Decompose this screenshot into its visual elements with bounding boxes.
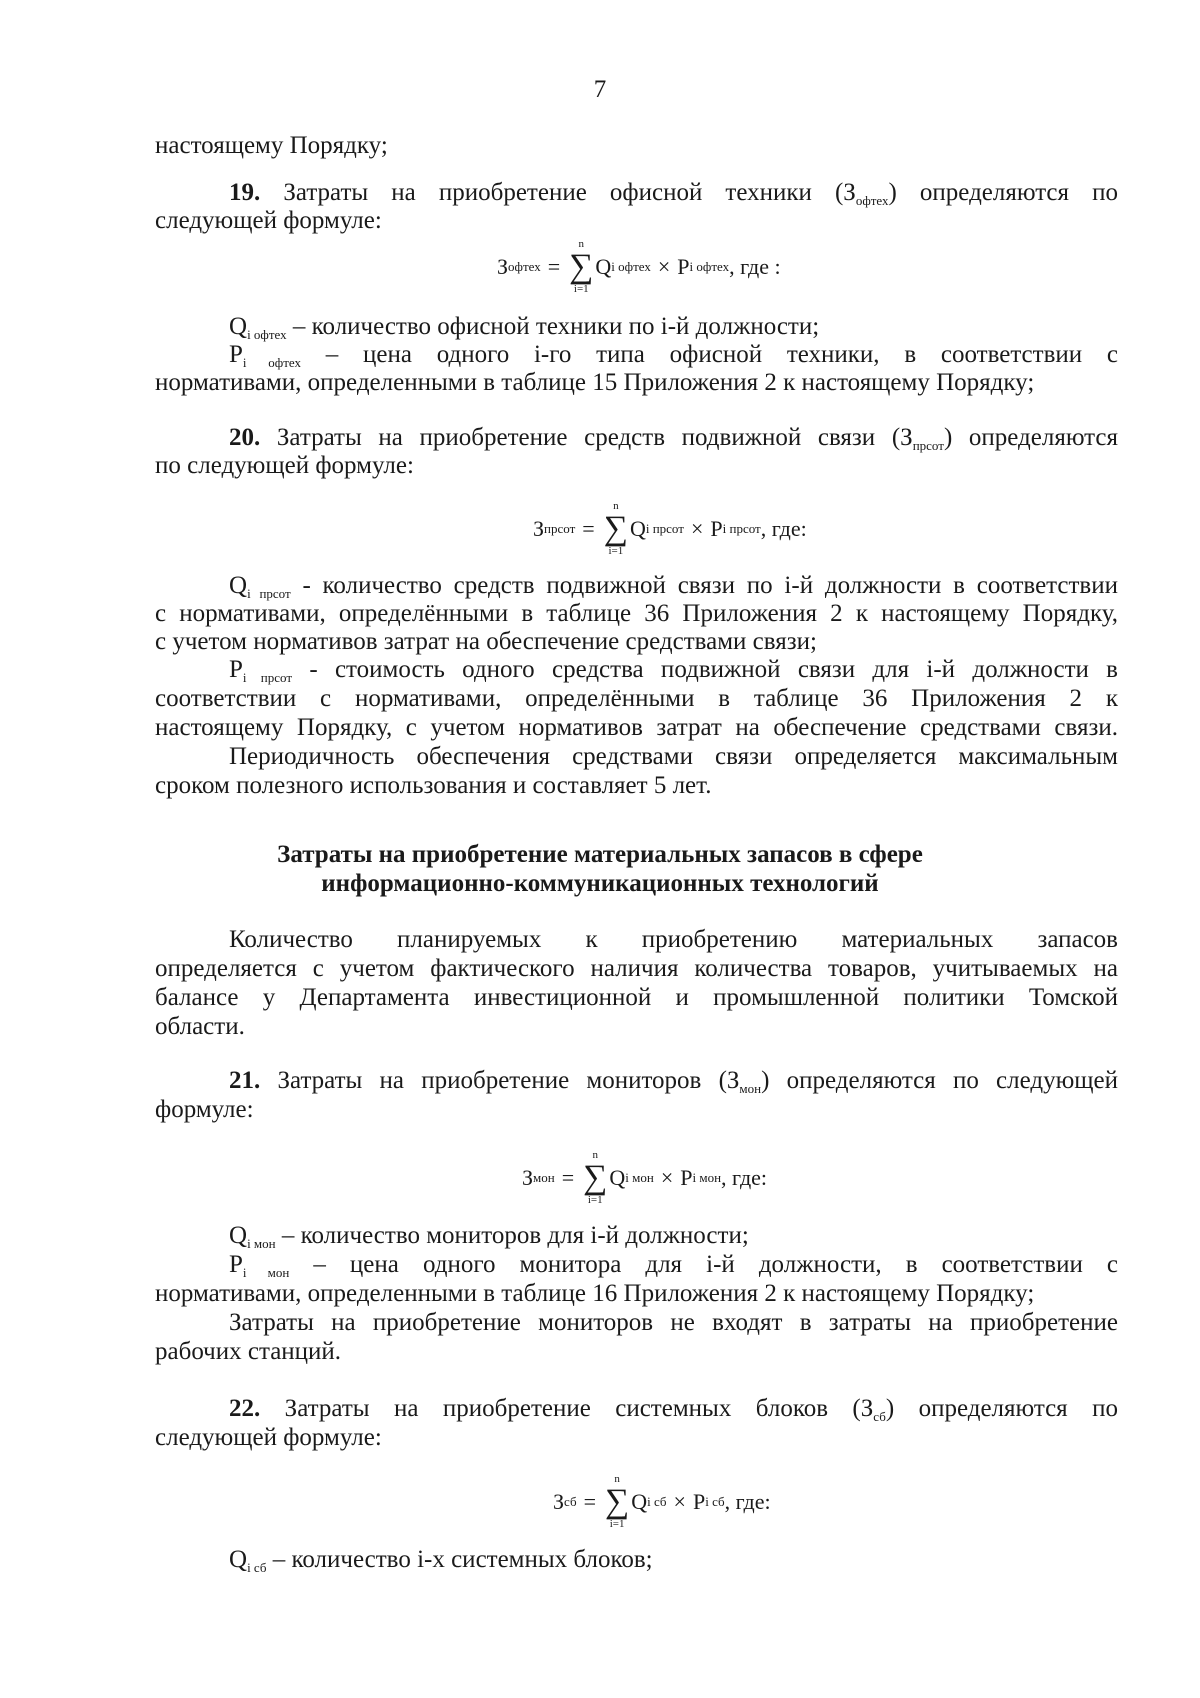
sum-lower-limit: i=1 xyxy=(609,1518,625,1530)
symbol: P xyxy=(229,341,243,368)
formula-tail: , где : xyxy=(729,254,781,279)
formula-p: P xyxy=(692,1489,706,1514)
text-span: Затраты на приобретение средств подвижной связи (З xyxy=(276,424,913,451)
text-span: – количество i-х системных блоков; xyxy=(266,1546,653,1573)
equals-sign: = xyxy=(582,516,595,541)
subscript: i офтех xyxy=(689,259,730,274)
text-span: - стоимость одного средства подвижной связи для i-й должности в xyxy=(292,656,1118,683)
sum-lower-limit: i=1 xyxy=(608,545,624,557)
text-line: сроком полезного использования и составляет 5 лет. xyxy=(155,772,712,799)
sigma-icon: ∑ xyxy=(569,248,594,285)
formula-lhs: З xyxy=(553,1489,565,1514)
symbol: P xyxy=(229,656,243,683)
item-number: 20. xyxy=(229,424,261,451)
subscript: i прсот xyxy=(645,521,684,536)
item-number: 21. xyxy=(229,1067,261,1094)
text-line: нормативами, определенными в таблице 16 Приложения 2 к настоящему Порядку; xyxy=(155,1280,1035,1307)
formula-tail: , где: xyxy=(721,1165,768,1190)
formula-q: Q xyxy=(609,1165,626,1190)
formula-p: P xyxy=(677,254,690,279)
subscript: офтех xyxy=(855,193,889,208)
text-line: нормативами, определенными в таблице 15 Приложения 2 к настоящему Порядку; xyxy=(155,369,1035,396)
subscript: i сб xyxy=(647,1494,667,1509)
summation xyxy=(583,1150,607,1206)
formula-p: P xyxy=(710,516,723,541)
subscript: прсот xyxy=(544,521,576,536)
subscript: i сб xyxy=(247,1560,267,1575)
equals-sign: = xyxy=(583,1489,596,1514)
text-line: рабочих станций. xyxy=(155,1338,342,1365)
subscript: i офтех xyxy=(611,259,651,274)
formula-q: Q xyxy=(631,1489,648,1514)
text-line: по следующей формуле: xyxy=(155,452,414,479)
text-line: Периодичность обеспечения средствами связи определяется максимальным xyxy=(229,743,1118,770)
subscript: i мон xyxy=(242,1265,290,1280)
formula-p: P xyxy=(680,1165,693,1190)
formula-q: Q xyxy=(629,516,646,541)
text-span: - количество средств подвижной связи по i-й должности в соответствии xyxy=(290,572,1118,599)
sum-upper-limit: n xyxy=(614,1473,620,1485)
text-span: ) определяются по xyxy=(888,179,1118,206)
summation xyxy=(569,239,593,295)
times-sign: × xyxy=(660,1165,674,1190)
formula-lhs: З xyxy=(522,1165,534,1190)
times-sign: × xyxy=(690,516,704,541)
subscript: офтех xyxy=(508,259,541,274)
summation xyxy=(604,501,628,557)
formula-lhs: З xyxy=(497,254,509,279)
text-line: следующей формуле: xyxy=(155,207,382,234)
formula-22 xyxy=(0,1467,1200,1537)
subscript: мон xyxy=(739,1081,762,1096)
subscript: i прсот xyxy=(722,521,761,536)
sigma-icon: ∑ xyxy=(603,510,628,547)
subscript: i офтех xyxy=(247,327,287,342)
formula-21 xyxy=(0,1143,1200,1213)
subscript: i офтех xyxy=(242,355,301,370)
formula-19 xyxy=(0,232,1200,302)
definition-q22 xyxy=(229,1545,1118,1583)
symbol: Q xyxy=(229,1546,248,1573)
sum-upper-limit: n xyxy=(613,500,619,512)
text-span: ) определяются xyxy=(943,424,1119,451)
section-heading-line-1: Затраты на приобретение материальных запасов в сфере xyxy=(277,841,923,868)
subscript: i мон xyxy=(625,1170,654,1185)
equals-sign: = xyxy=(561,1165,575,1190)
sum-lower-limit: i=1 xyxy=(573,283,589,295)
section-heading-line-2: информационно-коммуникационных технологий xyxy=(321,870,879,897)
text-line: формуле: xyxy=(155,1096,254,1123)
symbol: Q xyxy=(229,572,248,599)
formula-lhs: З xyxy=(533,516,545,541)
sigma-icon: ∑ xyxy=(583,1159,608,1196)
formula-20 xyxy=(0,494,1200,564)
text-span: – количество мониторов для i-й должности; xyxy=(275,1222,749,1249)
subscript: сб xyxy=(564,1494,577,1509)
text-line: определяется с учетом фактического наличия количества товаров, учитываемых на xyxy=(155,955,1118,982)
text-line: соответствии с нормативами, определёнными в таблице 36 Приложения 2 к xyxy=(155,685,1118,712)
sum-upper-limit: n xyxy=(592,1149,599,1161)
summation xyxy=(605,1474,629,1530)
subscript: прсот xyxy=(912,438,944,453)
text-span: ) определяются по xyxy=(885,1395,1118,1422)
equals-sign: = xyxy=(547,254,561,279)
page-number: 7 xyxy=(593,76,607,103)
formula-tail: , где: xyxy=(724,1489,771,1514)
text-line: Затраты на приобретение мониторов не входят в затраты на приобретение xyxy=(229,1309,1118,1336)
text-line: с учетом нормативов затрат на обеспечение средствами связи; xyxy=(155,628,817,655)
subscript: i мон xyxy=(247,1236,276,1251)
item-number: 19. xyxy=(229,179,261,206)
text-line: Количество планируемых к приобретению материальных запасов xyxy=(229,926,1118,953)
text-span: ) определяются по следующей xyxy=(761,1067,1118,1094)
subscript: i мон xyxy=(692,1170,722,1185)
symbol: Q xyxy=(229,1222,248,1249)
item-number: 22. xyxy=(229,1395,261,1422)
formula-q: Q xyxy=(595,254,612,279)
formula-tail: , где: xyxy=(760,516,807,541)
sigma-icon: ∑ xyxy=(605,1483,630,1520)
text-line: следующей формуле: xyxy=(155,1424,382,1451)
text-span: – цена одного i-го типа офисной техники, в соответствии с xyxy=(300,341,1118,368)
text-span: – цена одного монитора для i-й должности, в соответствии с xyxy=(289,1251,1119,1278)
text-line: области. xyxy=(155,1013,245,1040)
sum-lower-limit: i=1 xyxy=(587,1194,603,1206)
symbol: Q xyxy=(229,313,248,340)
text-line: настоящему Порядку; xyxy=(155,132,388,159)
subscript: мон xyxy=(533,1170,555,1185)
subscript: сб xyxy=(873,1409,886,1424)
subscript: i прсот xyxy=(247,586,291,601)
text-span: Затраты на приобретение мониторов (З xyxy=(277,1067,740,1094)
text-line: с нормативами, определёнными в таблице 36 Приложения 2 к настоящему Порядку, xyxy=(155,600,1118,627)
text-line: балансе у Департамента инвестиционной и промышленной политики Томской xyxy=(155,984,1118,1011)
text-span: Затраты на приобретение офисной техники (З xyxy=(283,179,856,206)
text-span: – количество офисной техники по i-й должности; xyxy=(286,313,820,340)
subscript: i прсот xyxy=(242,670,293,685)
text-span: Затраты на приобретение системных блоков (З xyxy=(284,1395,874,1422)
times-sign: × xyxy=(673,1489,686,1514)
text-line: настоящему Порядку, с учетом нормативов затрат на обеспечение средствами связи. xyxy=(155,714,1118,741)
times-sign: × xyxy=(657,254,671,279)
subscript: i сб xyxy=(705,1494,725,1509)
symbol: P xyxy=(229,1251,243,1278)
sum-upper-limit: n xyxy=(578,238,585,250)
